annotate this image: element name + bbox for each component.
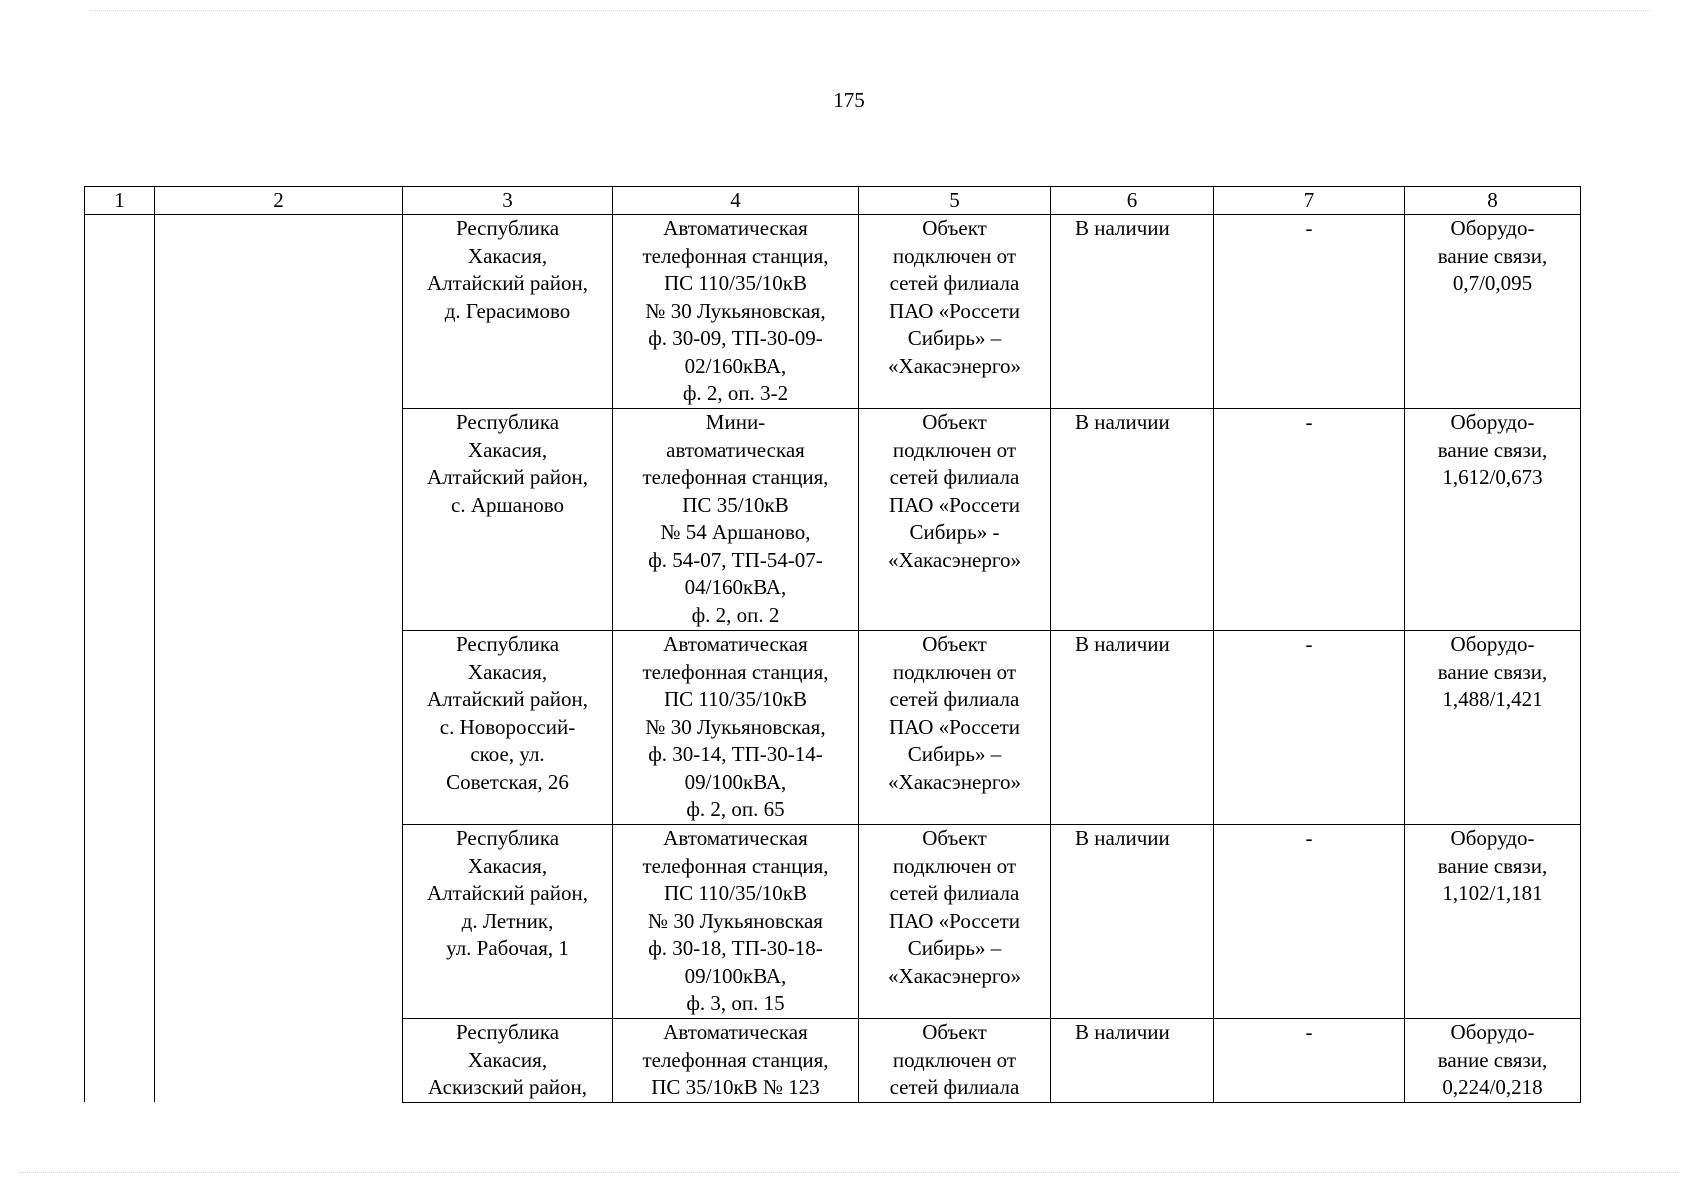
equipment-cell: Оборудо- вание связи, 1,488/1,421 [1405,631,1581,825]
connection-cell: Объект подключен от сетей филиала ПАО «Россети Сибирь» – «Хакасэнерго» [859,825,1051,1019]
object-cell: Автоматическая телефонная станция, ПС 110/35/10кВ № 30 Лукьяновская, ф. 30-09, ТП-30-09- 02/160кВА, ф. 2, оп. 3-2 [613,215,859,409]
location-cell: Республика Хакасия, Алтайский район, с. Новороссий- ское, ул. Советская, 26 [403,631,613,825]
column-header: 6 [1051,187,1214,215]
status-cell: В наличии [1051,409,1214,631]
location-cell: Республика Хакасия, Аскизский район, [403,1019,613,1103]
column-header: 5 [859,187,1051,215]
connection-cell: Объект подключен от сетей филиала ПАО «Россети Сибирь» – «Хакасэнерго» [859,631,1051,825]
object-cell: Автоматическая телефонная станция, ПС 110/35/10кВ № 30 Лукьяновская ф. 30-18, ТП-30-18- 09/100кВА, ф. 3, оп. 15 [613,825,859,1019]
object-cell: Автоматическая телефонная станция, ПС 35/10кВ № 123 [613,1019,859,1103]
location-cell: Республика Хакасия, Алтайский район, д. Летник, ул. Рабочая, 1 [403,825,613,1019]
location-cell: Республика Хакасия, Алтайский район, д. Герасимово [403,215,613,409]
column-header: 7 [1214,187,1405,215]
col7-cell: - [1214,631,1405,825]
equipment-cell: Оборудо- вание связи, 0,224/0,218 [1405,1019,1581,1103]
connection-cell: Объект подключен от сетей филиала [859,1019,1051,1103]
col7-cell: - [1214,1019,1405,1103]
column-header: 8 [1405,187,1581,215]
scan-edge-top [90,10,1650,11]
connection-cell: Объект подключен от сетей филиала ПАО «Россети Сибирь» – «Хакасэнерго» [859,215,1051,409]
status-cell: В наличии [1051,631,1214,825]
page-number: 175 [833,88,865,112]
object-cell: Автоматическая телефонная станция, ПС 110/35/10кВ № 30 Лукьяновская, ф. 30-14, ТП-30-14- 09/100кВА, ф. 2, оп. 65 [613,631,859,825]
empty-cell-col1 [85,215,155,1103]
equipment-cell: Оборудо- вание связи, 0,7/0,095 [1405,215,1581,409]
table-row [85,215,1581,409]
header-row [85,187,1581,215]
status-cell: В наличии [1051,825,1214,1019]
col7-cell: - [1214,409,1405,631]
scan-edge-bottom [20,1172,1680,1173]
status-cell: В наличии [1051,215,1214,409]
data-table [84,186,1581,1103]
object-cell: Мини- автоматическая телефонная станция, ПС 35/10кВ № 54 Аршаново, ф. 54-07, ТП-54-07- 04/160кВА, ф. 2, оп. 2 [613,409,859,631]
column-header: 2 [155,187,403,215]
equipment-cell: Оборудо- вание связи, 1,612/0,673 [1405,409,1581,631]
connection-cell: Объект подключен от сетей филиала ПАО «Россети Сибирь» - «Хакасэнерго» [859,409,1051,631]
column-header: 3 [403,187,613,215]
empty-cell-col2 [155,215,403,1103]
col7-cell: - [1214,215,1405,409]
column-header: 4 [613,187,859,215]
status-cell: В наличии [1051,1019,1214,1103]
equipment-cell: Оборудо- вание связи, 1,102/1,181 [1405,825,1581,1019]
col7-cell: - [1214,825,1405,1019]
column-header: 1 [85,187,155,215]
location-cell: Республика Хакасия, Алтайский район, с. Аршаново [403,409,613,631]
